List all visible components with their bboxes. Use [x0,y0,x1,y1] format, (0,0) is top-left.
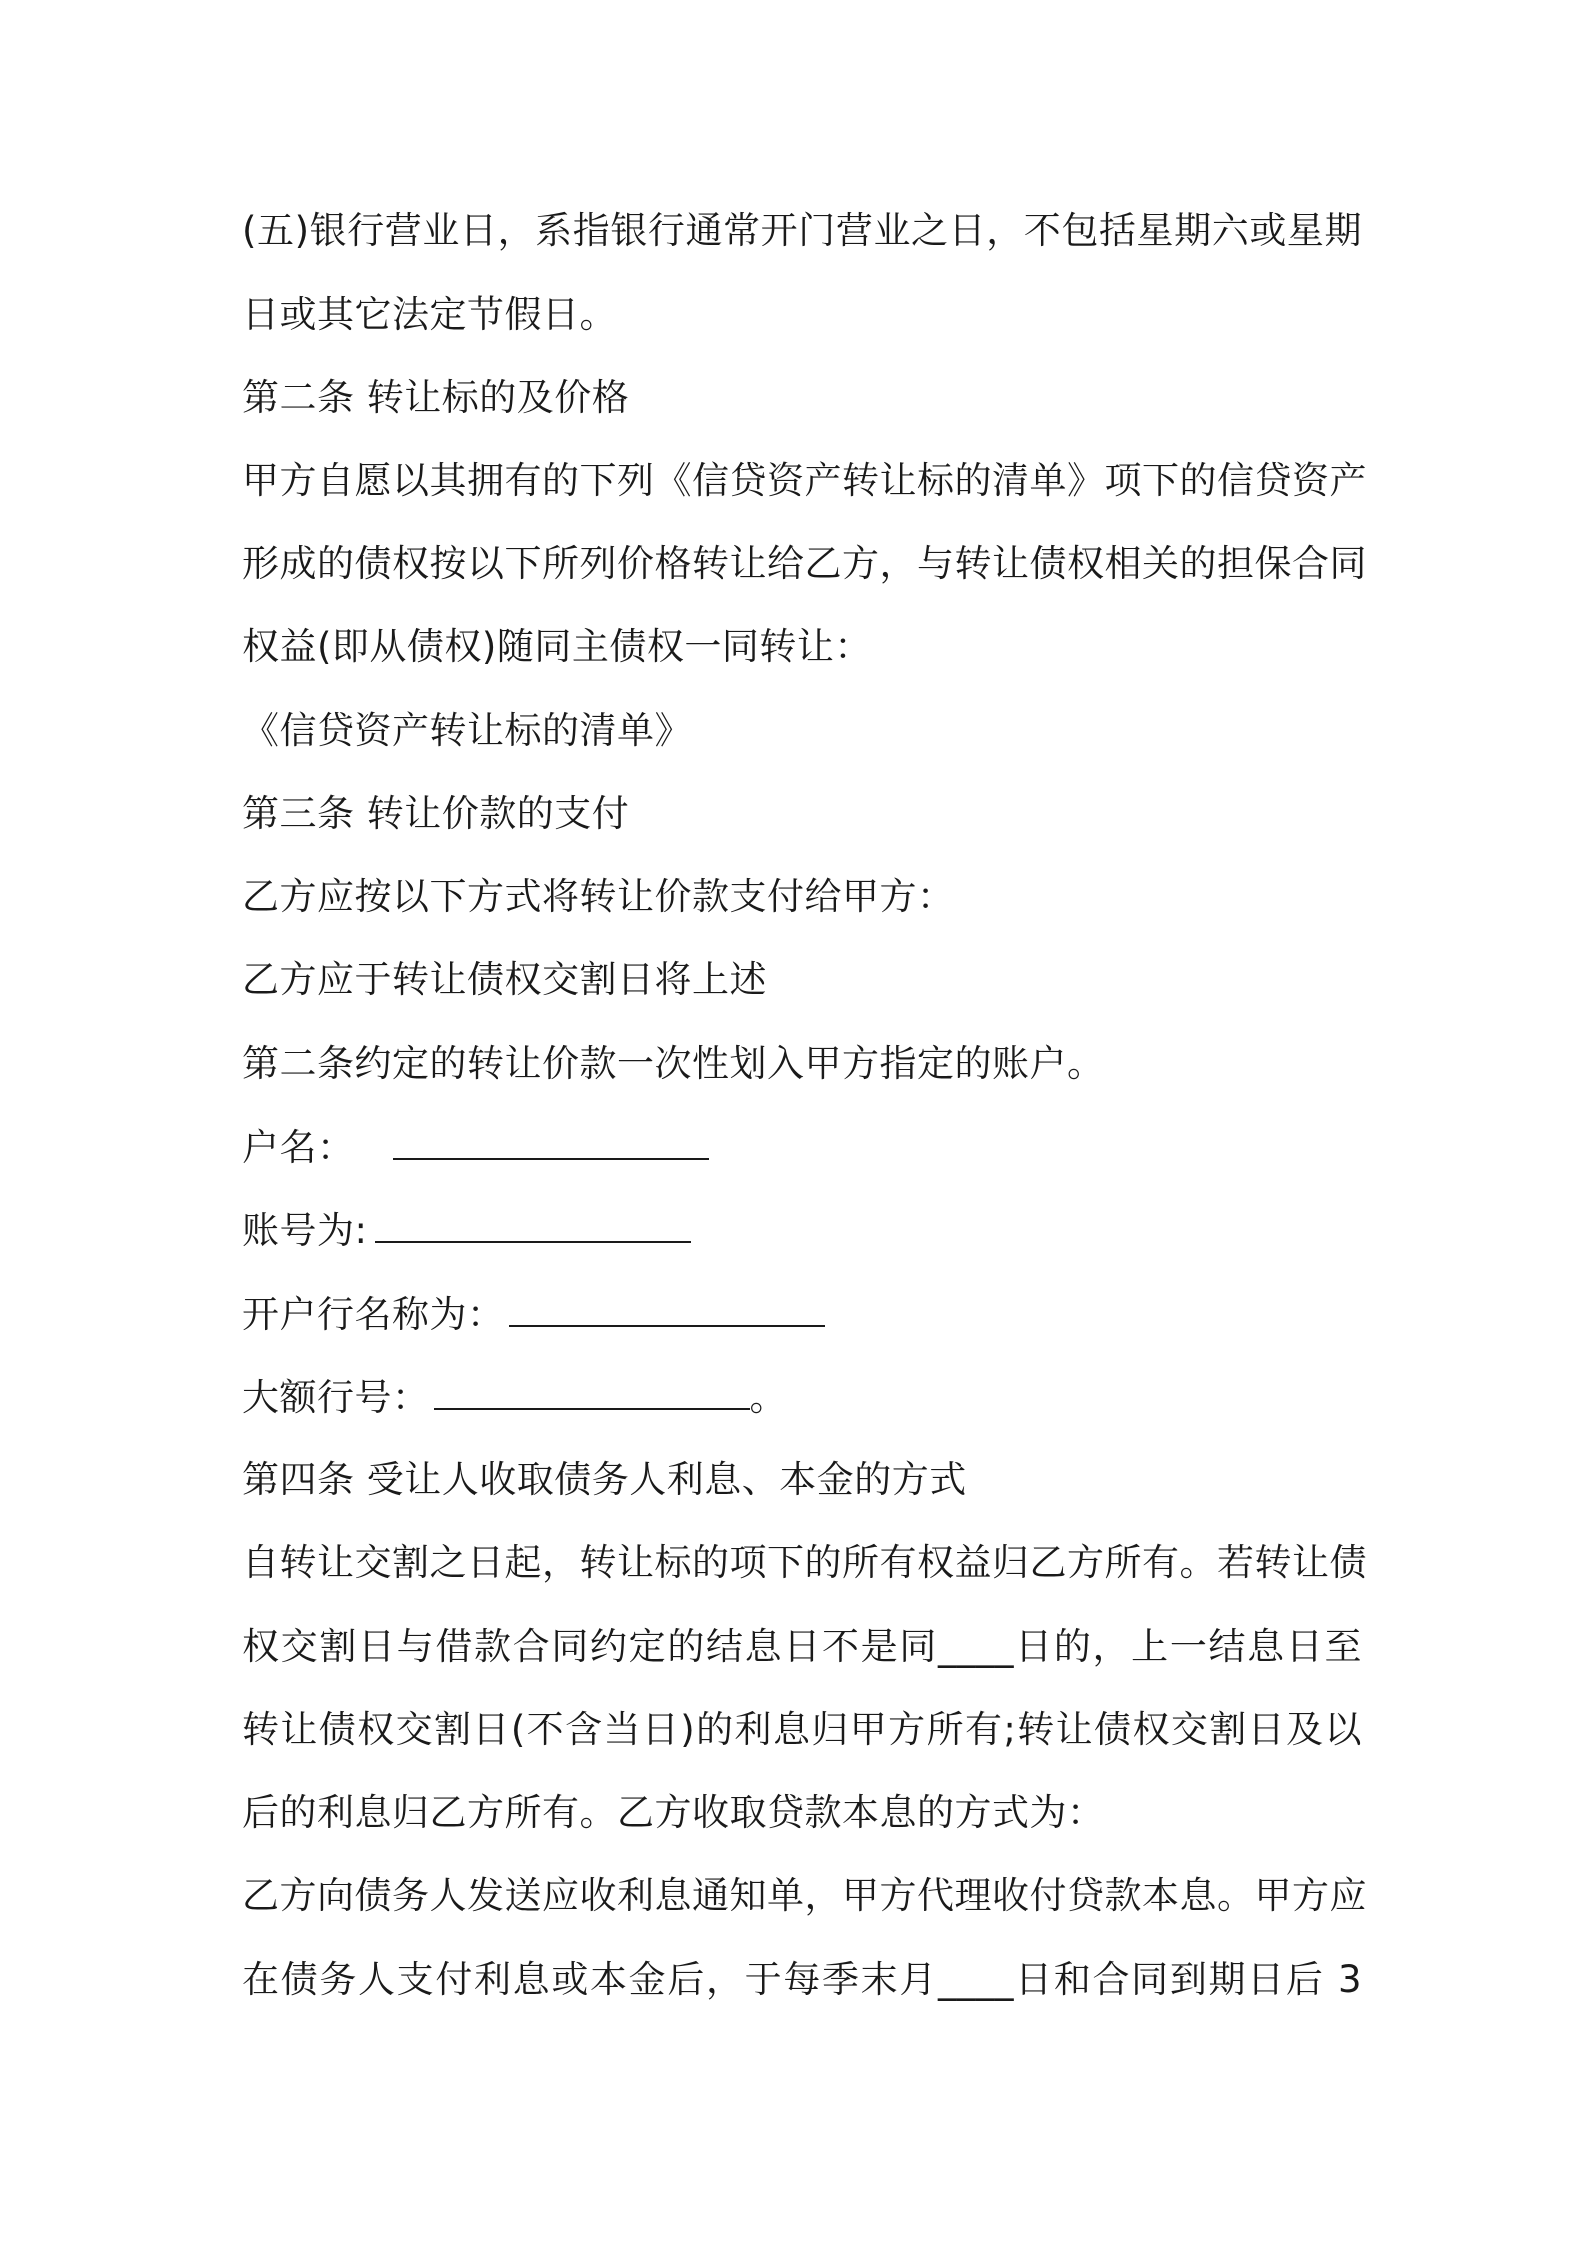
paragraph-line: (五)银行营业日，系指银行通常开门营业之日，不包括星期六或星期 [242,209,1362,252]
paragraph-line: 形成的债权按以下所列价格转让给乙方，与转让债权相关的担保合同 [242,542,1367,585]
paragraph-line: 转让债权交割日(不含当日)的利息归甲方所有;转让债权交割日及以 [242,1708,1362,1751]
account-number-blank[interactable] [375,1205,691,1243]
paragraph-line: 乙方向债务人发送应收利息通知单，甲方代理收付贷款本息。甲方应 [242,1874,1367,1917]
paragraph-line: 权益(即从债权)随同主债权一同转让： [242,625,872,668]
bank-name-field [242,1289,1362,1339]
account-name-label: 户名： [242,1126,355,1169]
bank-name-blank[interactable] [509,1289,825,1327]
paragraph-line: 自转让交割之日起，转让标的项下的所有权益归乙方所有。若转让债 [242,1541,1367,1584]
account-name-blank[interactable] [393,1122,709,1160]
large-amount-suffix: 。 [749,1376,787,1419]
paragraph-line: 第二条约定的转让价款一次性划入甲方指定的账户。 [242,1042,1105,1085]
paragraph-line: 乙方应于转让债权交割日将上述 [242,958,767,1001]
account-name-field [242,1122,1362,1172]
paragraph-line: 日或其它法定节假日。 [242,293,617,336]
paragraph-line: 在债务人支付利息或本金后，于每季末月____日和合同到期日后 3 [242,1958,1362,2001]
article-heading: 第二条 转让标的及价格 [242,376,630,419]
paragraph-line: 甲方自愿以其拥有的下列《信贷资产转让标的清单》项下的信贷资产 [242,459,1367,502]
paragraph-line: 乙方应按以下方式将转让价款支付给甲方： [242,875,955,918]
paragraph-line: 权交割日与借款合同约定的结息日不是同____日的，上一结息日至 [242,1625,1362,1668]
paragraph-line: 后的利息归乙方所有。乙方收取贷款本息的方式为： [242,1791,1105,1834]
large-amount-label: 大额行号： [242,1376,430,1419]
article-heading: 第三条 转让价款的支付 [242,792,630,835]
bank-name-label: 开户行名称为： [242,1293,505,1336]
list-title: 《信贷资产转让标的清单》 [242,709,692,752]
account-number-label: 账号为: [242,1209,368,1252]
large-amount-blank[interactable] [434,1372,750,1410]
account-number-field [242,1205,1362,1255]
large-amount-field [242,1372,1362,1422]
article-heading: 第四条 受让人收取债务人利息、本金的方式 [242,1458,967,1501]
